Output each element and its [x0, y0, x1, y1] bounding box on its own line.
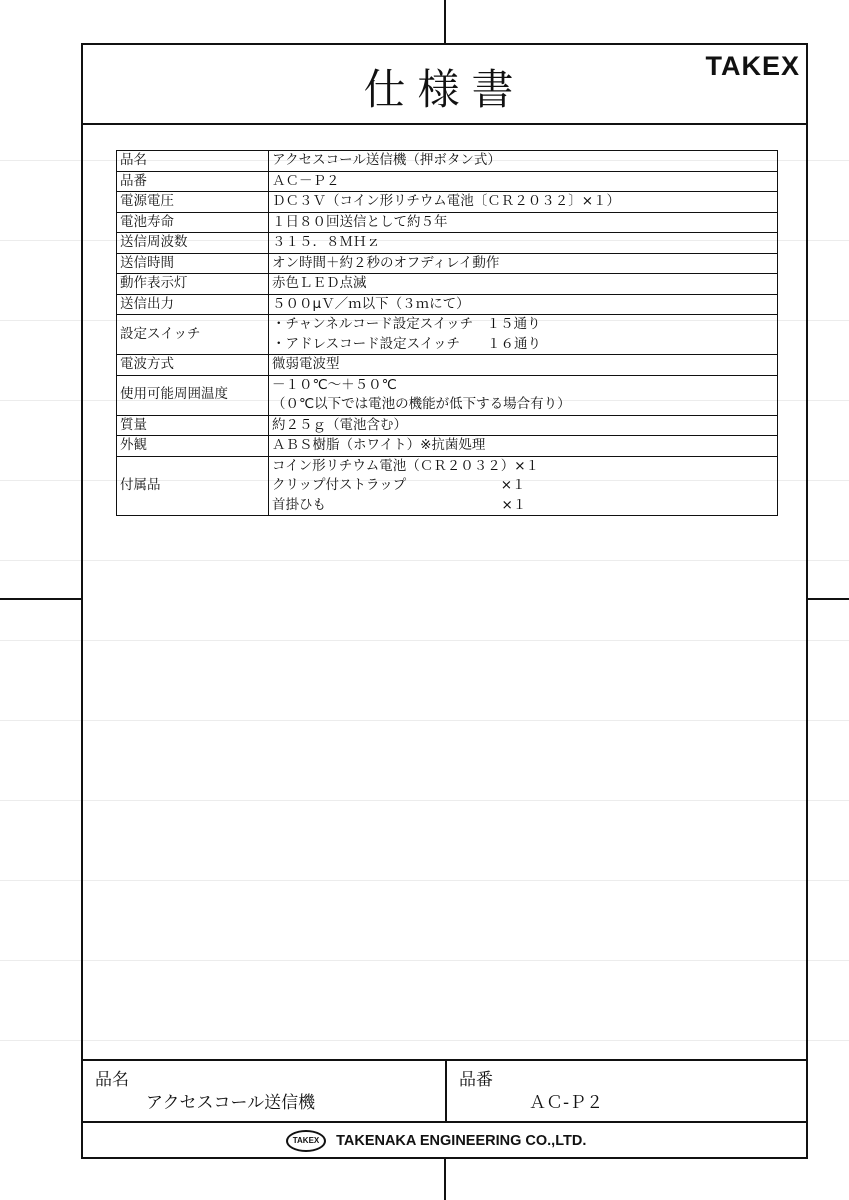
- spec-label: 送信時間: [117, 253, 269, 274]
- spec-row: [117, 171, 778, 192]
- spec-value: [269, 415, 778, 436]
- footer-product-code-cell: [447, 1061, 806, 1121]
- spec-label: 設定スイッチ: [117, 315, 269, 355]
- spec-row: [117, 415, 778, 436]
- spec-value-line: ・チャンネルコード設定スイッチ １５通り: [272, 316, 541, 332]
- company-name: TAKENAKA ENGINEERING CO.,LTD.: [336, 1133, 587, 1149]
- spec-value-line: －１０℃～＋５０℃: [272, 376, 397, 393]
- spec-value-line: ＡＢＳ樹脂（ホワイト）※抗菌処理: [272, 437, 486, 453]
- spec-row: [117, 355, 778, 376]
- title-row: [83, 45, 806, 125]
- footer-code-label: 品番: [459, 1070, 493, 1090]
- spec-value-line: 微弱電波型: [272, 356, 340, 372]
- spec-value-line: 首掛ひも ×１: [272, 496, 527, 513]
- spec-label: 動作表示灯: [117, 274, 269, 295]
- spec-value-line: （０℃以下では電池の機能が低下する場合有り）: [272, 396, 571, 412]
- spec-value-line: １日８０回送信として約５年: [272, 213, 448, 230]
- spec-row: [117, 315, 778, 355]
- spec-value: [269, 355, 778, 376]
- spec-label: 質量: [117, 415, 269, 436]
- crop-mark-top: [444, 0, 446, 45]
- spec-value-line: コイン形リチウム電池（ＣＲ２０３２）×１: [272, 457, 540, 474]
- spec-value-line: ＤＣ３Ｖ（コイン形リチウム電池〔ＣＲ２０３２〕×１）: [272, 193, 621, 209]
- footer-product-name-cell: [83, 1061, 447, 1121]
- spec-label: 外観: [117, 436, 269, 457]
- footer-name-value: アクセスコール送信機: [146, 1093, 316, 1113]
- spec-sheet-frame: [81, 43, 808, 1159]
- footer-code-value: ＡＣ-Ｐ２: [529, 1093, 604, 1113]
- spec-table: [116, 150, 778, 516]
- spec-value: [269, 171, 778, 192]
- spec-label: 電源電圧: [117, 192, 269, 213]
- spec-value: [269, 253, 778, 274]
- spec-label: 送信出力: [117, 294, 269, 315]
- footer-name-label: 品名: [95, 1070, 129, 1090]
- spec-value-line: オン時間＋約２秒のオフディレイ動作: [272, 254, 500, 271]
- spec-row: [117, 192, 778, 213]
- spec-label: 付属品: [117, 456, 269, 516]
- spec-row: [117, 294, 778, 315]
- spec-row: [117, 436, 778, 457]
- spec-label: 送信周波数: [117, 233, 269, 254]
- spec-value: [269, 212, 778, 233]
- spec-label: 品番: [117, 171, 269, 192]
- spec-value-line: 赤色ＬＥＤ点滅: [272, 275, 367, 291]
- spec-value-line: ＡＣ－Ｐ２: [272, 172, 340, 189]
- spec-row: [117, 151, 778, 172]
- spec-row: [117, 253, 778, 274]
- spec-label: 電波方式: [117, 355, 269, 376]
- footer-company-row: [83, 1121, 806, 1159]
- spec-label: 使用可能周囲温度: [117, 375, 269, 415]
- spec-row: [117, 456, 778, 516]
- spec-value: [269, 315, 778, 355]
- spec-value: [269, 274, 778, 295]
- page-title: 仕様書: [363, 65, 526, 114]
- spec-value-line: クリップ付ストラップ ×１: [272, 477, 526, 493]
- spec-row: [117, 233, 778, 254]
- spec-value-line: ・アドレスコード設定スイッチ １６通り: [272, 335, 542, 352]
- spec-row: [117, 375, 778, 415]
- spec-value: [269, 151, 778, 172]
- spec-row: [117, 274, 778, 295]
- crop-mark-bottom: [444, 1158, 446, 1200]
- crop-mark-left: [0, 598, 83, 600]
- brand-logo: TAKEX: [705, 51, 800, 81]
- spec-value-line: アクセスコール送信機（押ボタン式）: [272, 152, 501, 168]
- spec-label: 電池寿命: [117, 212, 269, 233]
- spec-value: [269, 294, 778, 315]
- spec-value: [269, 375, 778, 415]
- spec-label: 品名: [117, 151, 269, 172]
- spec-value-line: ５００μＶ／ｍ以下（３ｍにて）: [272, 295, 470, 312]
- spec-value: [269, 192, 778, 213]
- footer: [83, 1059, 806, 1157]
- spec-value: [269, 456, 778, 516]
- spec-value-line: ３１５．８ＭＨｚ: [272, 234, 380, 250]
- spec-value: [269, 436, 778, 457]
- spec-value-line: 約２５ｇ（電池含む）: [272, 416, 407, 433]
- spec-row: [117, 212, 778, 233]
- crop-mark-right: [806, 598, 849, 600]
- company-block: [286, 1130, 586, 1154]
- company-logo: TAKEX: [286, 1130, 326, 1152]
- spec-value: [269, 233, 778, 254]
